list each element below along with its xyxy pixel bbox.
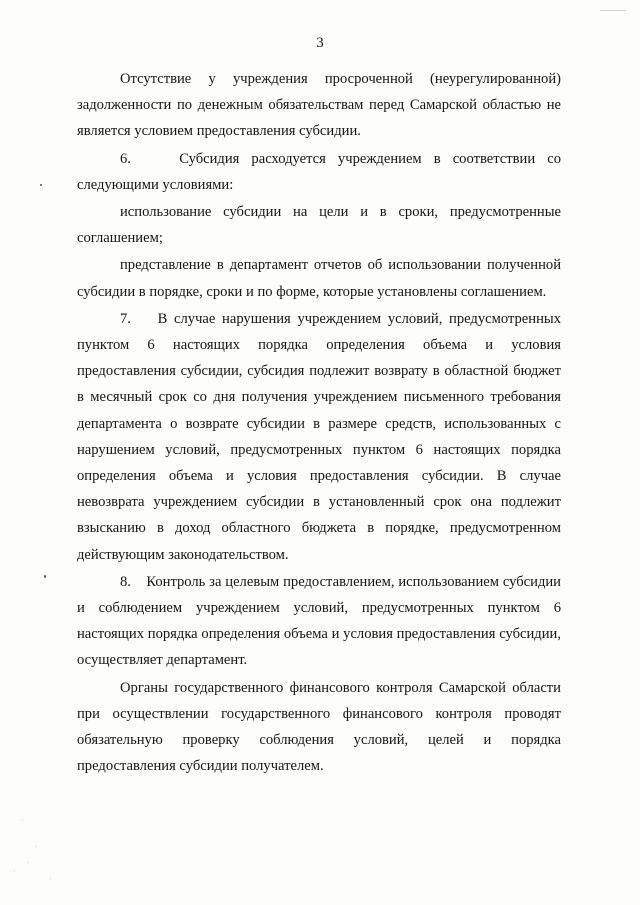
scan-speck: [28, 862, 29, 863]
paragraph-text: Органы государственного финансового контроля Самарской области при осуществлении государственного финансового контроля проводят обязательную проверку соблюдения условий, целей и порядка предоставления субсидии получателем.: [77, 679, 561, 775]
scan-speck: [22, 820, 23, 821]
page-number: 3: [316, 35, 324, 51]
scan-speck: [44, 575, 46, 578]
scan-speck: [40, 184, 42, 186]
scan-speck: [35, 846, 36, 847]
scan-speck: [50, 878, 51, 879]
paragraph-text: Отсутствие у учреждения просроченной (неурегулированной) задолженности по денежным обязательствам перед Самарской областью не является условием предоставления субсидии.: [77, 71, 561, 140]
paragraph-text: 6. Субсидия расходуется учреждением в соответствии со следующими условиями:: [77, 150, 561, 193]
paragraph-text: представление в департамент отчетов об использовании полученной субсидии в порядке, сроки и по форме, которые установлены соглашением.: [77, 257, 561, 300]
scan-speck: [14, 870, 15, 871]
paragraph-text: использование субсидии на цели и в сроки, предусмотренные соглашением;: [77, 204, 561, 247]
scan-speck: [600, 10, 626, 11]
paragraph-text: 8. Контроль за целевым предоставлением, использованием субсидии и соблюдением учреждением условий, предусмотренных пунктом 6 настоящих порядка определения объема и условия предоставления субсидии, осуществляет департамент.: [77, 573, 561, 669]
paragraph-text: 7. В случае нарушения учреждением условий, предусмотренных пунктом 6 настоящих порядка определения объема и условия предоставления субсидии, субсидия подлежит возврату в областной бюджет в месячный срок со дня получения учреждением письменного требования департамента о возврате субсидии в размере средств, использованных с нарушением условий, предусмотренных пунктом 6 настоящих порядка определения объема и условия предоставления субсидии. В случае невозврата учреждением субсидии в установленный срок она подлежит взысканию в доход областного бюджета в порядке, предусмотренном действующим законодательством.: [77, 310, 561, 563]
